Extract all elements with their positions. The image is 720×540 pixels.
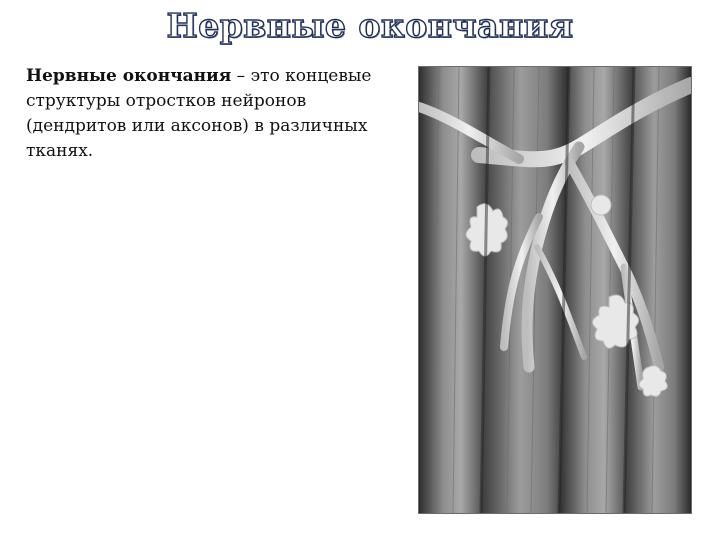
definition-text: – это концевые структуры отростков нейронов (дендритов или аксонов) в различных тканях. [26,66,372,161]
definition-paragraph [26,64,386,164]
nerve-endings-micrograph [418,66,692,514]
slide-title: Нервные окончания [166,6,574,45]
definition-term: Нервные окончания [26,66,232,86]
